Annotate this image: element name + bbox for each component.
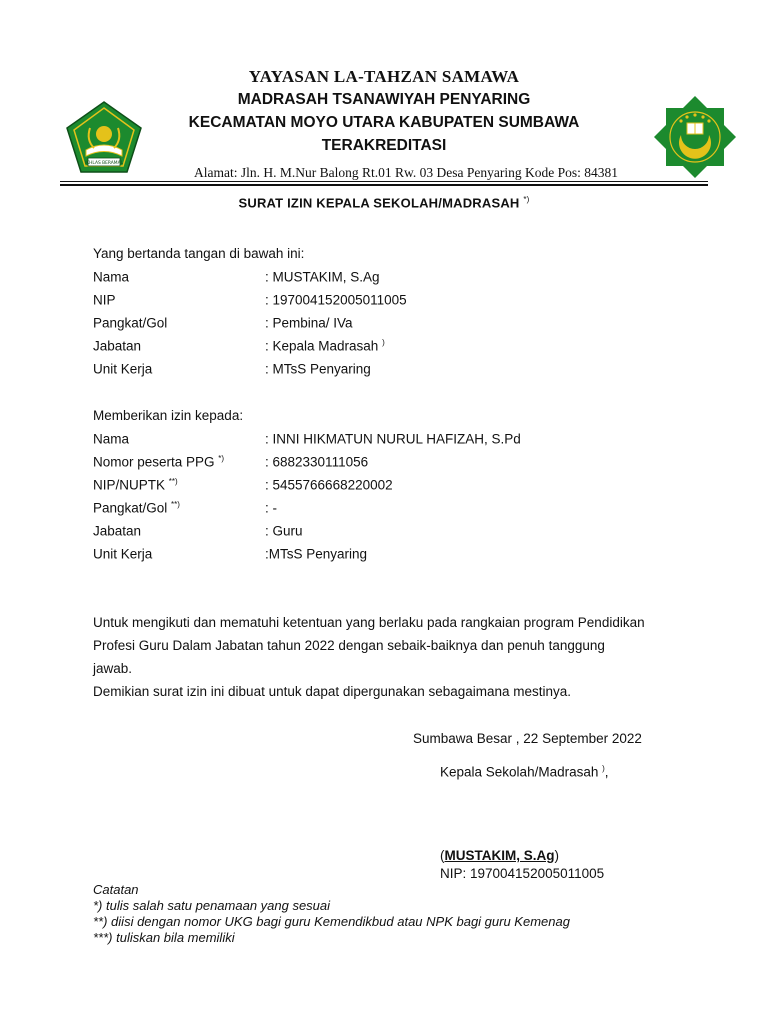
note-item-1: *) tulis salah satu penamaan yang sesuai xyxy=(93,898,331,913)
grantee-label-unit: Unit Kerja xyxy=(93,546,153,562)
letter-title xyxy=(0,195,768,210)
grantee-value-position: : Guru xyxy=(265,523,303,539)
paragraph-line-2: Profesi Guru Dalam Jabatan tahun 2022 dengan sebaik-baiknya dan penuh tanggung xyxy=(93,638,605,653)
grantee-label-name: Nama xyxy=(93,431,130,447)
signatory-name-text: MUSTAKIM, S.Ag xyxy=(444,848,555,863)
signer-intro: Yang bertanda tangan di bawah ini: xyxy=(93,246,305,261)
grantee-value-ppg: : 6882330111056 xyxy=(265,454,369,470)
grantee-value-rank: : - xyxy=(265,500,277,516)
signer-value-rank: : Pembina/ IVa xyxy=(265,315,353,331)
paragraph-line-1: Untuk mengikuti dan mematuhi ketentuan yang berlaku pada rangkaian program Pendidikan xyxy=(93,615,645,630)
grantee-label-rank: Pangkat/Gol **) xyxy=(93,500,180,516)
note-item-2: **) diisi dengan nomor UKG bagi guru Kemendikbud atau NPK bagi guru Kemenag xyxy=(93,914,570,929)
signer-label-nip: NIP xyxy=(93,292,116,308)
signer-value-nip: : 197004152005011005 xyxy=(265,292,407,308)
grantee-value-nuptk: : 5455766668220002 xyxy=(265,477,393,493)
logo-motto: IKHLAS BERAMAL xyxy=(84,161,124,166)
signer-label-rank: Pangkat/Gol xyxy=(93,315,168,331)
signer-value-position: : Kepala Madrasah ) xyxy=(265,338,385,354)
district-name: KECAMATAN MOYO UTARA KABUPATEN SUMBAWA xyxy=(188,114,580,131)
grantee-value-unit: :MTsS Penyaring xyxy=(265,546,368,562)
signer-label-unit: Unit Kerja xyxy=(93,361,153,377)
letter-title-text: SURAT IZIN KEPALA SEKOLAH/MADRASAH xyxy=(238,195,524,211)
signer-label-name: Nama xyxy=(93,269,130,285)
signatory-nip: NIP: 197004152005011005 xyxy=(440,866,605,881)
school-name: MADRASAH TSANAWIYAH PENYARING xyxy=(237,91,531,108)
grantee-value-name: : INNI HIKMATUN NURUL HAFIZAH, S.Pd xyxy=(265,431,521,447)
grantee-label-ppg: Nomor peserta PPG *) xyxy=(93,454,225,470)
paragraph-line-3: jawab. xyxy=(93,661,133,676)
signatory-position: Kepala Sekolah/Madrasah ), xyxy=(440,764,609,780)
accreditation-status: TERAKREDITASI xyxy=(321,137,447,154)
signatory-name: (MUSTAKIM, S.Ag) xyxy=(440,848,559,863)
letter-title-mark: *) xyxy=(523,195,530,204)
grantee-label-position: Jabatan xyxy=(93,523,142,539)
school-address: Alamat: Jln. H. M.Nur Balong Rt.01 Rw. 03 Desa Penyaring Kode Pos: 84381 xyxy=(194,165,618,180)
grantee-intro: Memberikan izin kepada: xyxy=(93,408,244,423)
signer-value-unit: : MTsS Penyaring xyxy=(265,361,371,377)
header-rule-bottom xyxy=(60,184,708,186)
notes-title: Catatan xyxy=(93,882,139,897)
paragraph-line-4: Demikian surat izin ini dibuat untuk dapat dipergunakan sebagaimana mestinya. xyxy=(93,684,572,699)
grantee-label-nuptk: NIP/NUPTK **) xyxy=(93,477,178,493)
header-rule-top xyxy=(60,181,708,182)
signer-value-name: : MUSTAKIM, S.Ag xyxy=(265,269,380,285)
note-item-3: ***) tuliskan bila memiliki xyxy=(93,930,235,945)
foundation-name: YAYASAN LA-TAHZAN SAMAWA xyxy=(248,67,520,86)
signer-label-position: Jabatan xyxy=(93,338,142,354)
place-date: Sumbawa Besar , 22 September 2022 xyxy=(413,731,642,746)
